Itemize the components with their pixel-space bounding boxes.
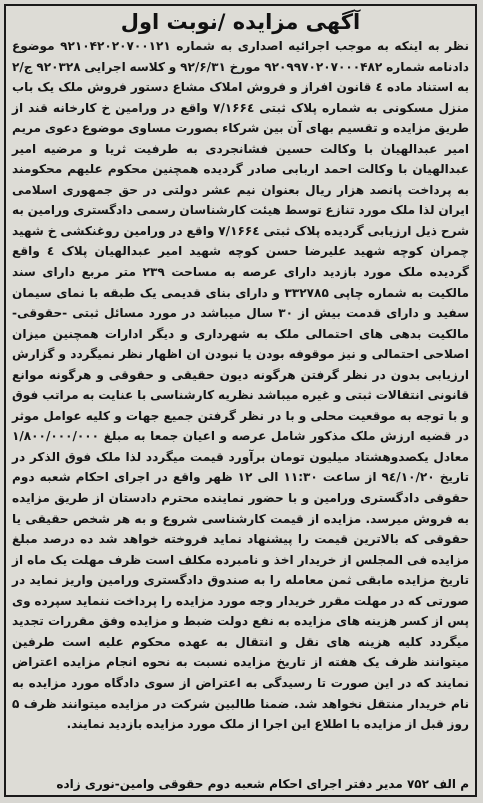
auction-notice bbox=[4, 4, 477, 797]
notice-title: آگهی مزایده /نوبت اول bbox=[120, 10, 361, 34]
notice-body-text: نظر به اینکه به موجب اجرائیه اصداری به شماره ۹۲۱۰۴۲۰۲۰۷۰۰۱۲۱ موضوع دادنامه شماره ۹۲۰۹۹۷۰۲۰۷۰۰۰۴۸۲ مورخ ۹۲/۶/۳۱ و کلاسه اجرایی ۹۲۰۳۲۸ ج/۲ به استناد ماده ٤ قانون افراز و فروش املاک مشاع دستور فروش ملک یک باب منزل مسکونی به شماره پلاک ثبتی ۷/۱۶۶٤ واقع در ورامین خ کارخانه قند از طریق مزایده و تقسیم بهای آن بین شرکاء بصورت مساوی موضوع دعوی مریم امیر عبدالهیان با وکالت حسین فشانجردی به طرفیت ثریا و مرضیه امیر عبدالهیان با وکالت احمد اربابی صادر گردیده همچنین محکوم علیهم محکومند به پرداخت پانصد هزار ریال بعنوان نیم عشر دولتی در حق جمهوری اسلامی ایران لذا ملک مورد تنازع توسط هیئت کارشناسان رسمی دادگستری ورامین به شرح ذیل ارزیابی گردیده پلاک ثبتی ۷/۱۶۶٤ واقع در ورامین روغنکشی خ شهید چمران کوچه شهید علیرضا حسن کوچه شهید امیر عبدالهیان پلاک ٤ واقع گردیده ملک مورد بازدید دارای عرصه به مساحت ۲۳۹ متر مربع دارای سند مالکیت به شماره چاپی ۳۳۲۷۸۵ و دارای بنای قدیمی یک طبقه با نمای سیمان سفید و دارای قدمت بیش از ۳۰ سال میباشد در مورد مسائل ثبتی -حقوقی-مالکیت بدهی های احتمالی ملک به شهرداری و دیگر ادارات همچنین میزان اصلاحی احتمالی و نیز موقوفه بودن یا نبودن ان اظهار نظر نمیگردد و گزارش ارزیابی بدون در نظر گرفتن هرگونه دیون حقیقی و حقوقی و هرگونه موانع قانونی انتقالات ثبتی و غیره میباشد نظریه کارشناسی با عنایت به مراتب فوق و با توجه به موقعیت محلی و با در نظر گرفتن جمیع جهات و کلیه عوامل موثر در قضیه ارزش ملک مذکور شامل عرصه و اعیان جمعا به مبلغ ۱/۸۰۰/۰۰۰/۰۰۰ معادل یکصدوهشتاد میلیون تومان برآورد قیمت میگردد لذا ملک فوق الذکر در تاریخ ۹٤/۱۰/۲۰ از ساعت ۱۱:۳۰ الی ۱۲ ظهر واقع در اجرای احکام شعبه دوم حقوقی دادگستری ورامین و با حضور نماینده محترم دادستان از طریق مزایده به فروش میرسد. مزایده از قیمت کارشناسی شروع و به هر شخص حقیقی یا حقوقی که بالاترین قیمت را پیشنهاد نماید فروخته خواهد شد ده درصد مبلغ مزایده فی المجلس از خریدار اخذ و نامبرده مکلف است ظرف مهلت یک ماه از تاریخ مزایده مابقی ثمن معامله را به صندوق دادگستری ورامین واریز نماید در صورتی که در مهلت مقرر خریدار وجه مورد مزایده را پرداخت ننماید سپرده وی پس از کسر هزینه های مزایده به نفع دولت ضبط و مزایده وفق مقررات تجدید میگردد کلیه هزینه های نقل و انتقال به عهده محکوم علیه است طرفین میتوانند ظرف یک هفته از تاریخ مزایده نسبت به نحوه انجام مزایده اعتراض نمایند که در این صورت تا رسیدگی به اعتراض از سوی دادگاه مورد مزایده به نام خریدار منتقل نخواهد شد. ضمنا طالبین شرکت در مزایده میتوانند ظرف ۵ روز قبل از مزایده با اطلاع این اجرا از ملک مورد مزایده بازدید نمایند. bbox=[12, 39, 470, 732]
notice-footer-signature: م الف ۷۵۲ مدیر دفتر اجرای احکام شعبه دوم حقوقی وامین-نوری زاده bbox=[56, 777, 469, 791]
